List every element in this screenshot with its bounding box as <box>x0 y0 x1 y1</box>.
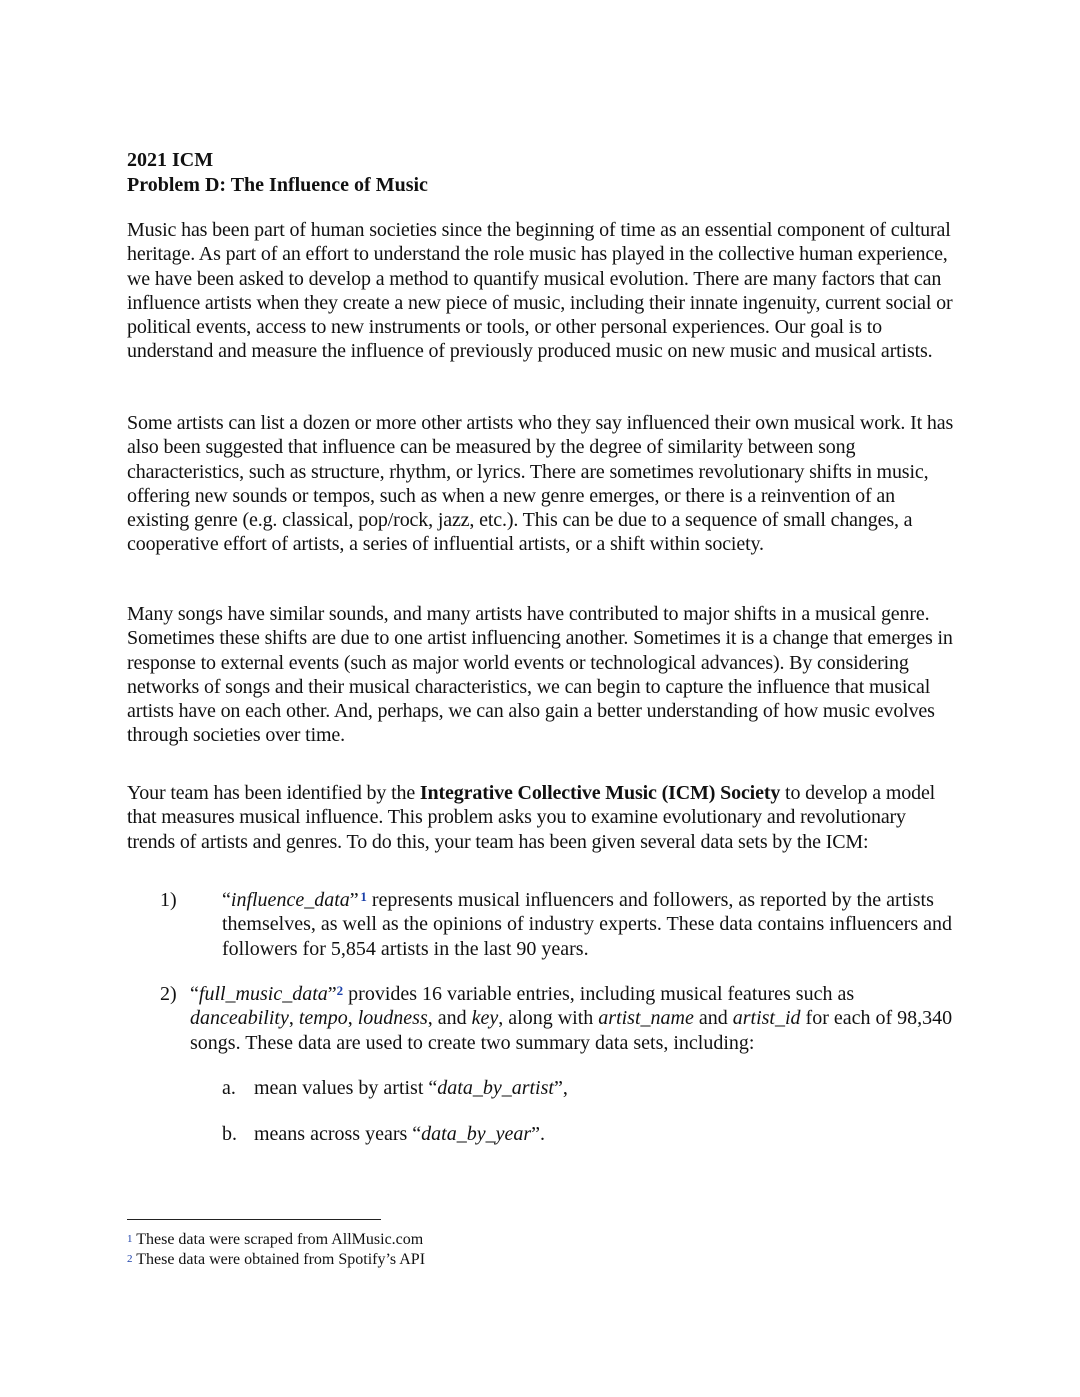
footnotes <box>127 1230 425 1270</box>
society-name: Integrative Collective Music (ICM) Society <box>419 782 781 804</box>
dataset-name: influence_data <box>230 889 350 911</box>
paragraph-influence: Some artists can list a dozen or more other artists who they say influenced their own musical work. It has also been suggested that influence can be measured by the degree of similarity between song characteristics, such as structure, rhythm, or lyrics. There are sometimes revolutionary shifts in music, offering new sounds or tempos, such as when a new genre emerges, or there is a reinvention of an existing genre (e.g. classical, pop/rock, jazz, etc.). This can be due to a sequence of small changes, a cooperative effort of artists, a series of influential artists, or a shift within society. <box>127 412 954 556</box>
footnote-1: $^1$ These data were scraped from AllMusic.com <box>127 1231 424 1248</box>
footnote-ref-1[interactable]: 1 <box>360 889 367 904</box>
document-page: 2021 ICM Problem D: The Influence of Music Music has been part of human societies since the beginning of time as an essential component of cultural heritage. As part of an effort to understand the role music has played in the collective human experience, we have been asked to develop a method to quantify musical evolution. There are many factors that can influence artists when they create a new piece of music, including their innate ingenuity, current social or political events, access to new instruments or tools, or other personal experiences. Our goal is to understand and measure the influence of previously produced music on new music and musical artists. Some artists can list a dozen or more other artists who they say influenced their own musical work. It has also been suggested that influence can be measured by the degree of similarity between song characteristics, such as structure, rhythm, or lyrics. There are sometimes revolutionary shifts in music, offering new sounds or tempos, such as when a new genre emerges, or there is a reinvention of an existing genre (e.g. classical, pop/rock, jazz, etc.). This can be due to a sequence of small changes, a cooperative effort of artists, a series of influential artists, or a shift within society. Many songs have similar sounds, and many artists have contributed to major shifts in a musical genre. Sometimes these shifts are due to one artist influencing another. Sometimes it is a change that emerges in response to external events (such as major world events or technological advances). By considering networks of songs and their musical characteristics, we can begin to capture the influence that musical artists have on each other. And, perhaps, we can also gain a better understanding of how music evolves through societies over time. Your team has been identified by the Integrative Collective Music (ICM) Society to develop a model that measures musical influence. This problem asks you to examine evolutionary and revolutionary trends of artists and genres. To do this, your team has been given several data sets by the ICM: 1) “influence_data” $^1$ represents musical influencers and followers, as reported by the artists themselves, as well as the opinions of industry experts. These data contains influencers and followers for 5,854 artists in the last 90 years. 2) “full_music_data”$^2$ provides 16 variable entries, including musical features such as danceability, tempo, loudness, and key, along with artist_name and artist_id for each of 98,340 songs. These data are used to create two summary data sets, including: a. mean values by artist “data_by_artist”, b. means across years “data_by_year”. <box>127 148 957 198</box>
dataset-name: full_music_data <box>198 983 328 1005</box>
footnote-divider <box>127 1219 381 1220</box>
list-number: 1) <box>160 889 177 911</box>
list-number: 2) <box>160 983 177 1005</box>
paragraph-team-task: Your team has been identified by the Integrative Collective Music (ICM) Society to develop a model that measures musical influence. This problem asks you to examine evolutionary and revolutionary trends of artists and genres. To do this, your team has been given several data sets by the ICM: <box>127 782 936 853</box>
dataset-name: data_by_year <box>421 1123 532 1145</box>
dataset-name: data_by_artist <box>437 1077 554 1099</box>
problem-title: Problem D: The Influence of Music <box>127 174 428 196</box>
year-heading: 2021 ICM <box>127 149 214 171</box>
footnote-2: $^2$ These data were obtained from Spotify’s API <box>127 1251 426 1268</box>
paragraph-intro: Music has been part of human societies since the beginning of time as an essential component of cultural heritage. As part of an effort to understand the role music has played in the collective human experience, we have been asked to develop a method to quantify musical evolution. There are many factors that can influence artists when they create a new piece of music, including their innate ingenuity, current social or political events, access to new instruments or tools, or other personal experiences. Our goal is to understand and measure the influence of previously produced music on new music and musical artists. <box>127 219 953 363</box>
footnote-ref-2[interactable]: 2 <box>336 983 344 998</box>
paragraph-networks: Many songs have similar sounds, and many artists have contributed to major shifts in a musical genre. Sometimes these shifts are due to one artist influencing another. Sometimes it is a change that emerges in response to external events (such as major world events or technological advances). By considering networks of songs and their musical characteristics, we can begin to capture the influence that musical artists have on each other. And, perhaps, we can also gain a better understanding of how music evolves through societies over time. <box>127 603 953 747</box>
